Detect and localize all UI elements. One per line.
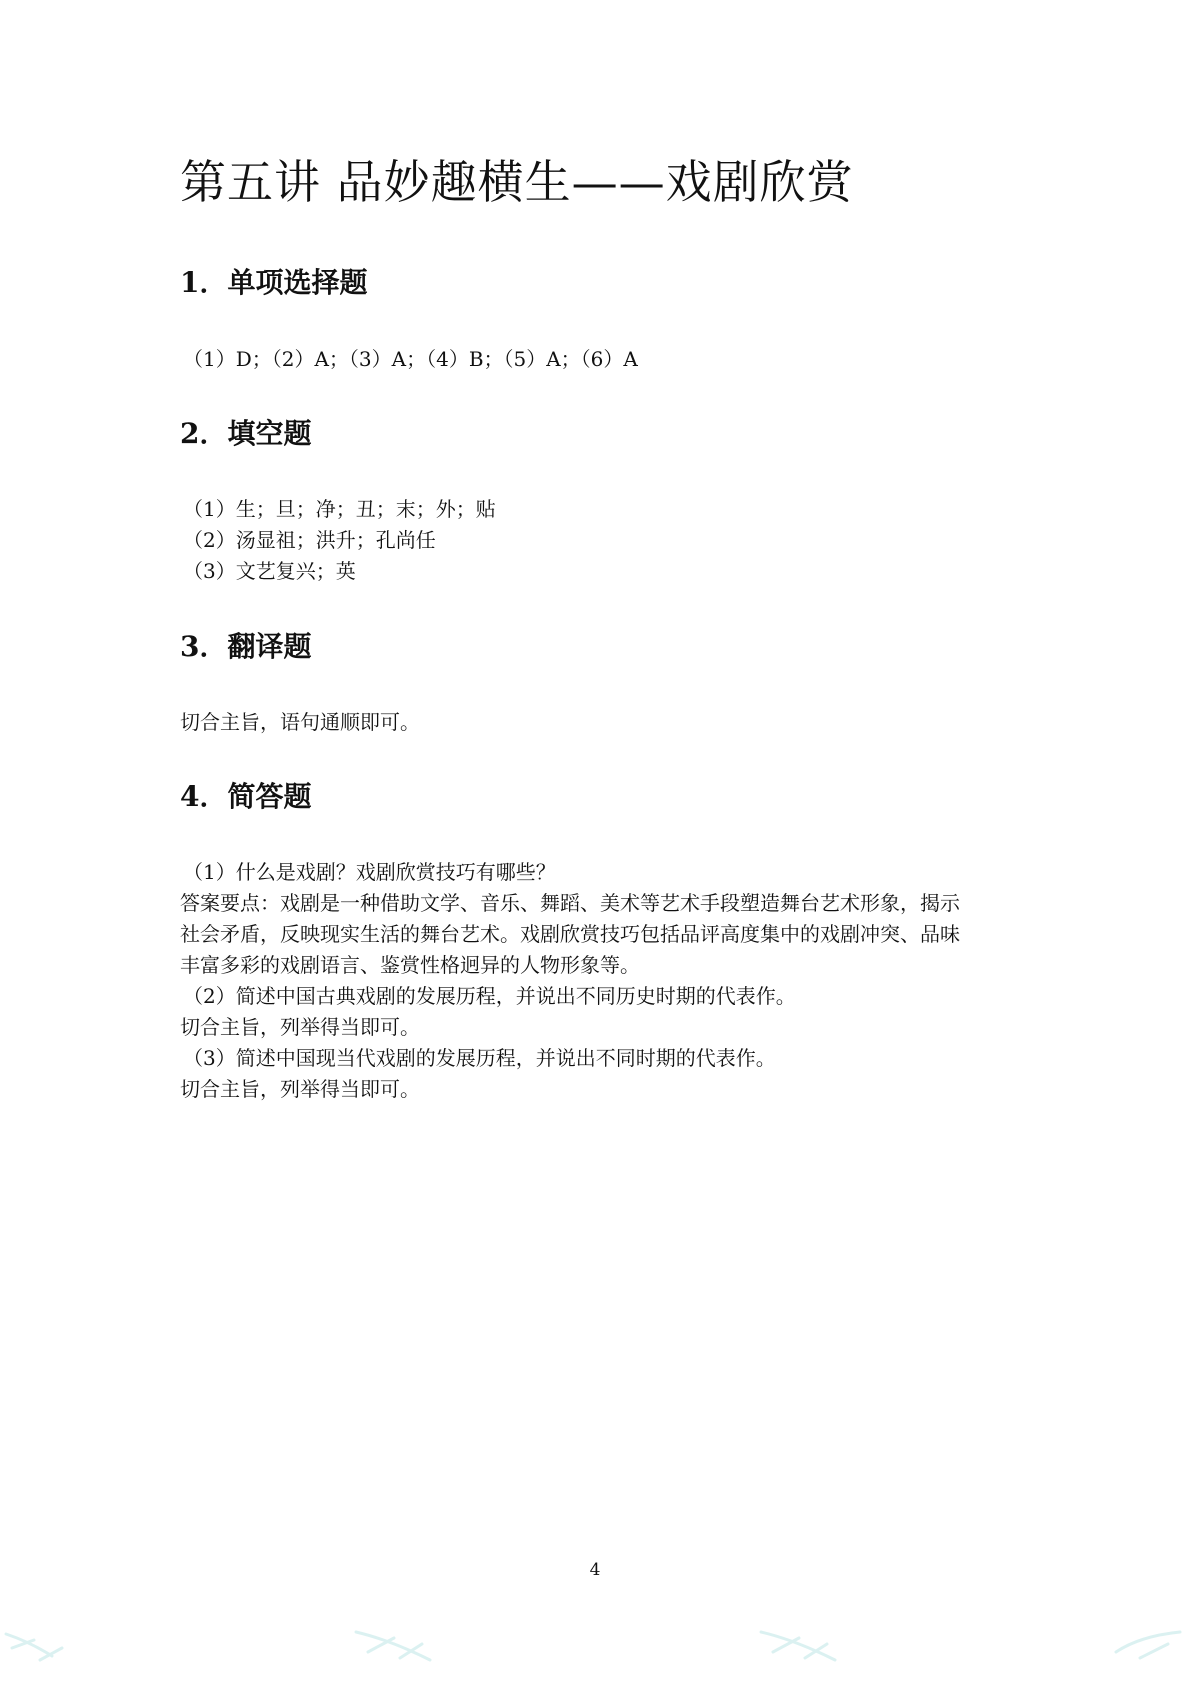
answer-line: （2）汤显祖；洪升；孔尚任	[183, 528, 436, 552]
section-heading-translation: 3．翻译题	[180, 630, 312, 663]
answer-line: 答案要点：戏剧是一种借助文学、音乐、舞蹈、美术等艺术手段塑造舞台艺术形象，揭示	[180, 891, 960, 915]
answer-line: 丰富多彩的戏剧语言、鉴赏性格迥异的人物形象等。	[180, 953, 640, 977]
section-heading-fill-blank: 2．填空题	[180, 417, 312, 450]
question-line: （2）简述中国古典戏剧的发展历程，并说出不同历史时期的代表作。	[183, 984, 796, 1008]
question-line: （1）什么是戏剧？戏剧欣赏技巧有哪些？	[183, 860, 556, 884]
answer-line: 社会矛盾，反映现实生活的舞台艺术。戏剧欣赏技巧包括品评高度集中的戏剧冲突、品味	[180, 922, 960, 946]
answer-line: （1）生；旦；净；丑；末；外；贴	[183, 497, 496, 521]
page-number: 4	[589, 1560, 601, 1580]
answer-line: 切合主旨，列举得当即可。	[180, 1077, 420, 1101]
section-heading-short-answer: 4．简答题	[180, 780, 312, 813]
section-heading-choice: 1．单项选择题	[180, 266, 368, 299]
answer-line: 切合主旨，语句通顺即可。	[180, 710, 420, 734]
answer-line: （1）D；（2）A；（3）A；（4）B；（5）A；（6）A	[183, 347, 638, 371]
watermark-logo-icon	[0, 1622, 90, 1666]
watermark-logo-icon	[755, 1622, 845, 1666]
watermark-logo-icon	[350, 1622, 440, 1666]
answer-line: 切合主旨，列举得当即可。	[180, 1015, 420, 1039]
question-line: （3）简述中国现当代戏剧的发展历程，并说出不同时期的代表作。	[183, 1046, 776, 1070]
answer-line: （3）文艺复兴；英	[183, 559, 356, 583]
watermark-logo-icon	[1110, 1622, 1190, 1666]
page-title: 第五讲 品妙趣横生——戏剧欣赏	[180, 155, 854, 209]
